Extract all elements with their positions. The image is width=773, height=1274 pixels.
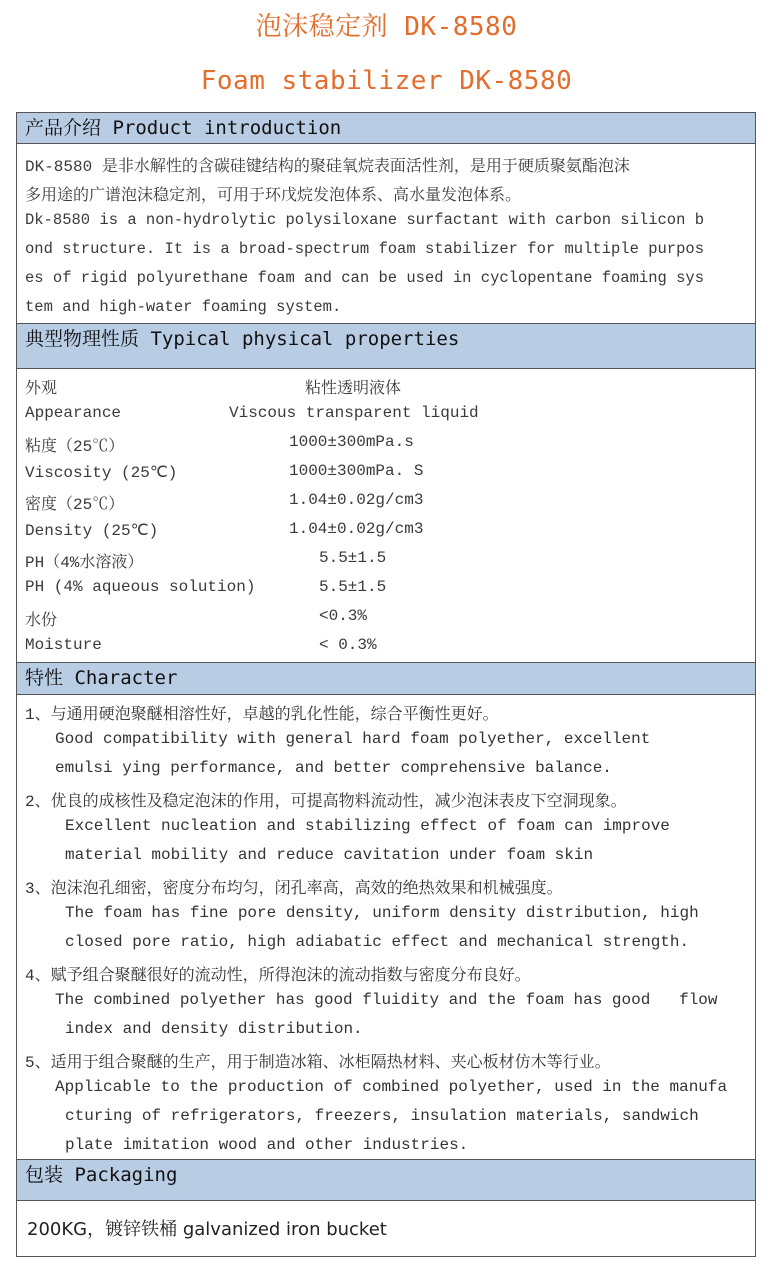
character-line: cturing of refrigerators, freezers, insulation materials, sandwich (65, 1107, 699, 1125)
character-line: closed pore ratio, high adiabatic effect and mechanical strength. (65, 933, 690, 951)
property-value: 1000±300mPa. S (289, 462, 424, 480)
property-label: 密度（25℃） (25, 496, 125, 514)
property-row (17, 462, 755, 491)
character-line: emulsi ying performance, and better comprehensive balance. (55, 759, 612, 777)
character-line: 2、优良的成核性及稳定泡沫的作用，可提高物料流动性，减少泡沫表皮下空洞现象。 (25, 793, 627, 811)
property-value: < 0.3% (319, 636, 377, 654)
property-value: 1.04±0.02g/cm3 (289, 491, 424, 509)
property-label: PH（4%水溶液） (25, 554, 144, 572)
character-line: The foam has fine pore density, uniform density distribution, high (65, 904, 699, 922)
property-value: 粘性透明液体 (305, 380, 402, 398)
property-row (17, 520, 755, 549)
property-value: <0.3% (319, 607, 368, 625)
property-value: Viscous transparent liquid (229, 404, 479, 422)
character-line: plate imitation wood and other industries. (65, 1136, 469, 1154)
property-value: 1.04±0.02g/cm3 (289, 520, 424, 538)
intro-header: 产品介绍 Product introduction (17, 113, 755, 144)
property-label: Density (25℃) (25, 522, 159, 540)
character-line: 4、赋予组合聚醚很好的流动性，所得泡沫的流动指数与密度分布良好。 (25, 967, 531, 985)
intro-line: Dk-8580 is a non-hydrolytic polysiloxane surfactant with carbon silicon b (25, 211, 705, 229)
property-label: PH (4% aqueous solution) (25, 578, 256, 596)
intro-line: DK-8580 是非水解性的含碳硅键结构的聚硅氧烷表面活性剂，是用于硬质聚氨酯泡沫 (25, 158, 630, 176)
property-value: 5.5±1.5 (319, 549, 387, 567)
character-header: 特性 Character (17, 662, 755, 695)
property-row (17, 636, 755, 665)
property-label: 水份 (25, 612, 58, 630)
packaging-header: 包装 Packaging (17, 1159, 755, 1201)
datasheet-table (16, 112, 756, 1257)
property-value: 1000±300mPa.s (289, 433, 414, 451)
intro-line: es of rigid polyurethane foam and can be used in cyclopentane foaming sys (25, 269, 705, 287)
character-line: 1、与通用硬泡聚醚相溶性好，卓越的乳化性能，综合平衡性更好。 (25, 706, 499, 724)
properties-header: 典型物理性质 Typical physical properties (17, 323, 755, 369)
intro-line: 多用途的广谱泡沫稳定剂，可用于环戊烷发泡体系、高水量发泡体系。 (25, 187, 522, 205)
property-row (17, 578, 755, 607)
character-line: Good compatibility with general hard foam polyether, excellent (55, 730, 651, 748)
character-line: Excellent nucleation and stabilizing effect of foam can improve (65, 817, 670, 835)
title-chinese: 泡沫稳定剂 DK-8580 (255, 12, 518, 42)
intro-line: ond structure. It is a broad-spectrum foam stabilizer for multiple purpos (25, 240, 705, 258)
packaging-text: 200KG，镀锌铁桶 galvanized iron bucket (27, 1219, 387, 1240)
character-line: index and density distribution. (65, 1020, 363, 1038)
property-label: 外观 (25, 380, 58, 398)
character-line: The combined polyether has good fluidity and the foam has good flow (55, 991, 718, 1009)
character-line: material mobility and reduce cavitation under foam skin (65, 846, 594, 864)
property-row (17, 607, 755, 636)
character-line: 5、适用于组合聚醚的生产，用于制造冰箱、冰柜隔热材料、夹心板材仿木等行业。 (25, 1054, 611, 1072)
property-row (17, 549, 755, 578)
property-row (17, 375, 755, 404)
property-value: 5.5±1.5 (319, 578, 387, 596)
property-row (17, 433, 755, 462)
property-label: Moisture (25, 636, 102, 654)
character-line: 3、泡沫泡孔细密，密度分布均匀，闭孔率高，高效的绝热效果和机械强度。 (25, 880, 563, 898)
property-label: Viscosity (25℃) (25, 464, 178, 482)
property-label: Appearance (25, 404, 122, 422)
character-line: Applicable to the production of combined polyether, used in the manufa (55, 1078, 728, 1096)
title-english: Foam stabilizer DK-8580 (200, 66, 573, 96)
intro-line: tem and high-water foaming system. (25, 298, 342, 316)
property-row (17, 491, 755, 520)
property-label: 粘度（25℃） (25, 438, 125, 456)
property-row (17, 404, 755, 433)
